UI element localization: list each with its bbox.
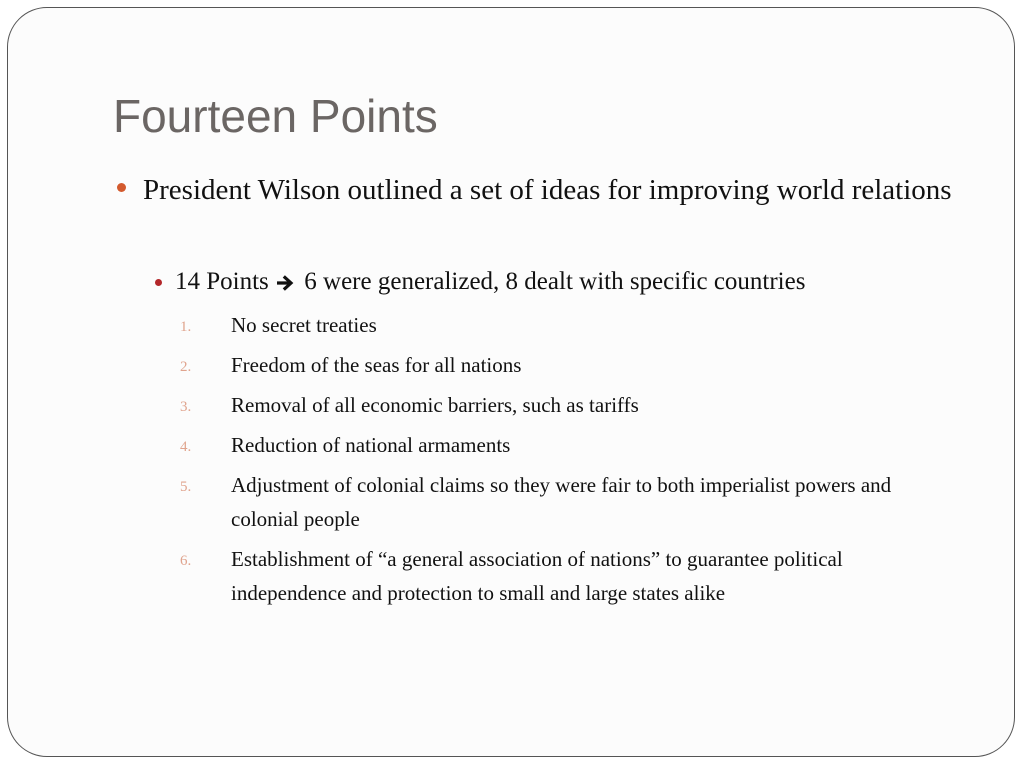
- main-bullet-text: President Wilson outlined a set of ideas for improving world relations: [143, 174, 952, 206]
- sub-bullet-text: [175, 265, 805, 299]
- list-item: Removal of all economic barriers, such as tariffs: [231, 393, 639, 417]
- bullet-dot-icon: [117, 183, 126, 192]
- sub-bullet-prefix: 14 Points: [175, 268, 269, 295]
- list-number: 1.: [180, 319, 192, 335]
- list-item: No secret treaties: [231, 313, 377, 337]
- list-number: 3.: [180, 399, 192, 415]
- list-item: Reduction of national armaments: [231, 433, 511, 457]
- slide-title: Fourteen Points: [113, 90, 438, 142]
- sub-bullet-dot-icon: [155, 279, 162, 286]
- list-item: Freedom of the seas for all nations: [231, 353, 522, 377]
- list-item: Establishment of “a general association of nations” to guarantee political independence and protection to small and large states alike: [231, 547, 843, 605]
- list-number: 2.: [180, 359, 192, 375]
- sub-bullet-suffix: 6 were generalized, 8 dealt with specific countries: [304, 268, 806, 295]
- list-number: 5.: [180, 479, 192, 495]
- list-number: 4.: [180, 439, 192, 455]
- right-arrow-icon: [277, 275, 294, 291]
- list-item: Adjustment of colonial claims so they were fair to both imperialist powers and colonial people: [231, 473, 892, 531]
- list-number: 6.: [180, 553, 192, 569]
